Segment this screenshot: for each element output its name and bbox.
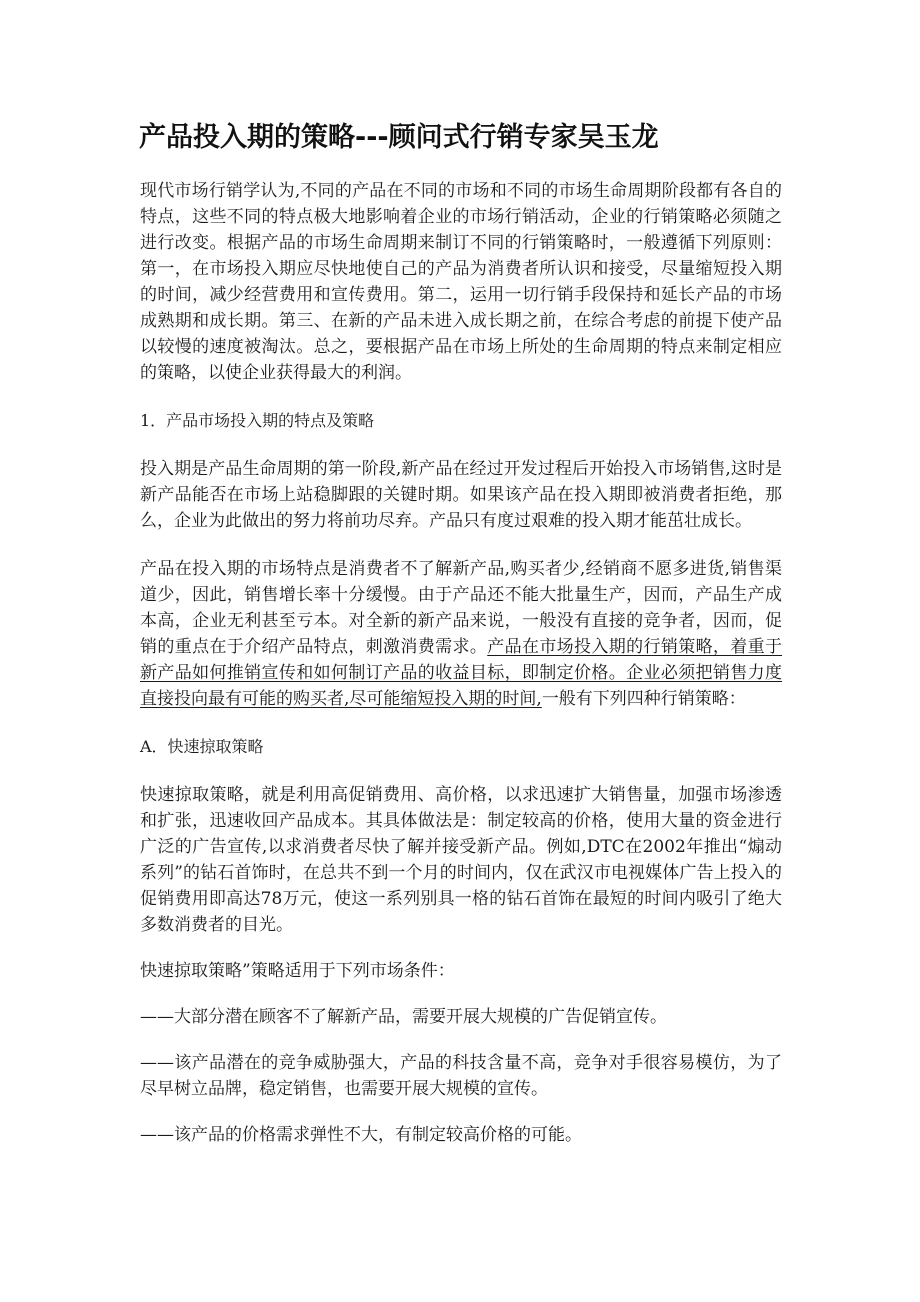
section-1-paragraph-2 (140, 556, 782, 712)
condition-item-3: ——该产品的价格需求弹性不大，有制定较高价格的可能。 (140, 1125, 582, 1145)
page-title: 产品投入期的策略---顾问式行销专家吴玉龙 (139, 122, 659, 153)
paragraph-text: 产品在投入期的市场特点是消费者不了解新产品,购买者少,经销商不愿多进货,销售渠道少，因此，销售增长率十分缓慢。由于产品还不能大批量生产，因而，产品生产成本高，企业无利甚至亏本。对全新的新产品来说，一般没有直接的竞争者，因而，促销的重点在于介绍产品特点，刺激消费需求。 (140, 559, 782, 657)
underlined-text: 产品在市场投入期的行销策略，着重于新产品如何推销宣传和如何制订产品的收益目标，即制定价格。企业必须把销售力度直接投向最有可能的购买者,尽可能缩短投入期的时间, (140, 637, 783, 709)
section-a-paragraph-2: 快速掠取策略”策略适用于下列市场条件： (140, 961, 455, 981)
section-a-paragraph-1: 快速掠取策略，就是利用高促销费用、高价格，以求迅速扩大销售量，加强市场渗透和扩张，迅速收回产品成本。其具体做法是：制定较高的价格，使用大量的资金进行广泛的广告宣传,以求消费者尽快了解并接受新产品。例如,DTC在2002年推出“煽动系列”的钻石首饰时，在总共不到一个月的时间内，仅在武汉市电视媒体广告上投入的促销费用即高达78万元，使这一系列别具一格的钻石首饰在最短的时间内吸引了绝大多数消费者的目光。 (140, 785, 782, 935)
section-a-heading: A．快速掠取策略 (140, 737, 264, 756)
condition-item-1: ——大部分潜在顾客不了解新产品，需要开展大规模的广告促销宣传。 (140, 1007, 667, 1027)
paragraph-text-end: 一般有下列四种行销策略： (541, 689, 746, 709)
section-1-paragraph-1: 投入期是产品生命周期的第一阶段,新产品在经过开发过程后开始投入市场销售,这时是新产品能否在市场上站稳脚跟的关键时期。如果该产品在投入期即被消费者拒绝，那么，企业为此做出的努力将前功尽弃。产品只有度过艰难的投入期才能茁壮成长。 (140, 459, 782, 531)
condition-item-2: ——该产品潜在的竞争威胁强大，产品的科技含量不高，竞争对手很容易模仿，为了尽早树立品牌，稳定销售，也需要开展大规模的宣传。 (140, 1053, 782, 1099)
intro-paragraph: 现代市场行销学认为,不同的产品在不同的市场和不同的市场生命周期阶段都有各自的特点，这些不同的特点极大地影响着企业的市场行销活动，企业的行销策略必须随之进行改变。根据产品的市场生命周期来制订不同的行销策略时，一般遵循下列原则：第一，在市场投入期应尽快地使自己的产品为消费者所认识和接受，尽量缩短投入期的时间，减少经营费用和宣传费用。第二，运用一切行销手段保持和延长产品的市场成熟期和成长期。第三、在新的产品未进入成长期之前，在综合考虑的前提下使产品以较慢的速度被淘汰。总之，要根据产品在市场上所处的生命周期的特点来制定相应的策略，以使企业获得最大的利润。 (140, 181, 782, 383)
document-body (140, 178, 782, 1148)
section-1-heading: 1．产品市场投入期的特点及策略 (140, 411, 375, 430)
